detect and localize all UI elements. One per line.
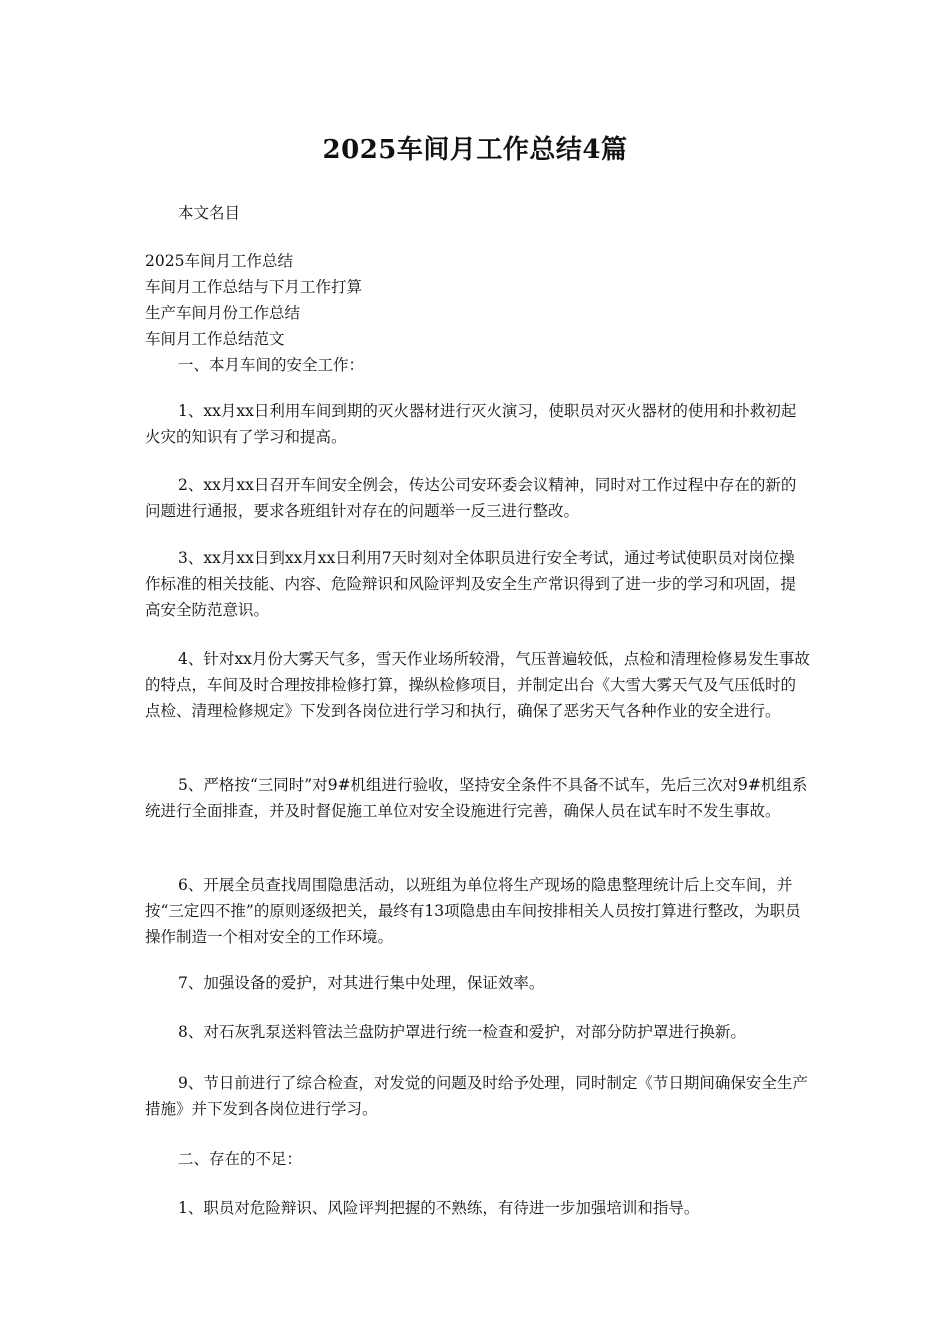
toc-heading: 本文名目 — [178, 204, 241, 222]
toc-item[interactable]: 2025车间月工作总结 — [145, 252, 293, 270]
paragraph: 4、针对xx月份大雾天气多，雪天作业场所较滑，气压普遍较低，点检和清理检修易发生事故的特点，车间及时合理按排检修打算，操纵检修项目，并制定出台《大雪大雾天气及气压低时的点检、清理检修规定》下发到各岗位进行学习和执行，确保了恶劣天气各种作业的安全进行。 — [145, 650, 810, 720]
paragraph: 1、xx月xx日利用车间到期的灭火器材进行灭火演习，使职员对灭火器材的使用和扑救初起火灾的知识有了学习和提高。 — [145, 402, 797, 446]
paragraph: 2、xx月xx日召开车间安全例会，传达公司安环委会议精神，同时对工作过程中存在的新的问题进行通报，要求各班组针对存在的问题举一反三进行整改。 — [145, 476, 797, 520]
document-title: 2025车间月工作总结4篇 — [322, 135, 628, 165]
paragraph: 5、严格按“三同时”对9#机组进行验收，坚持安全条件不具备不试车，先后三次对9#机组系统进行全面排查，并及时督促施工单位对安全设施进行完善，确保人员在试车时不发生事故。 — [145, 776, 808, 820]
toc-item[interactable]: 车间月工作总结范文 — [145, 330, 285, 348]
paragraph: 3、xx月xx日到xx月xx日利用7天时刻对全体职员进行安全考试，通过考试使职员对岗位操作标准的相关技能、内容、危险辩识和风险评判及安全生产常识得到了进一步的学习和巩固，提高安全防范意识。 — [145, 549, 797, 619]
table-of-contents — [145, 248, 810, 352]
paragraph: 8、对石灰乳泵送料管法兰盘防护罩进行统一检查和爱护，对部分防护罩进行换新。 — [178, 1023, 746, 1041]
paragraph: 1、职员对危险辩识、风险评判把握的不熟练，有待进一步加强培训和指导。 — [178, 1199, 700, 1217]
toc-item[interactable]: 车间月工作总结与下月工作打算 — [145, 278, 363, 296]
section-heading: 二、存在的不足： — [178, 1150, 303, 1168]
section-heading: 一、本月车间的安全工作： — [178, 356, 365, 374]
paragraph: 9、节日前进行了综合检查，对发觉的问题及时给予处理，同时制定《节日期间确保安全生产措施》并下发到各岗位进行学习。 — [145, 1074, 808, 1118]
paragraph: 6、开展全员查找周围隐患活动，以班组为单位将生产现场的隐患整理统计后上交车间，并按“三定四不推”的原则逐级把关，最终有13项隐患由车间按排相关人员按打算进行整改，为职员操作制造一个相对安全的工作环境。 — [145, 876, 801, 946]
paragraph: 7、加强设备的爱护，对其进行集中处理，保证效率。 — [178, 974, 545, 992]
toc-item[interactable]: 生产车间月份工作总结 — [145, 304, 301, 322]
